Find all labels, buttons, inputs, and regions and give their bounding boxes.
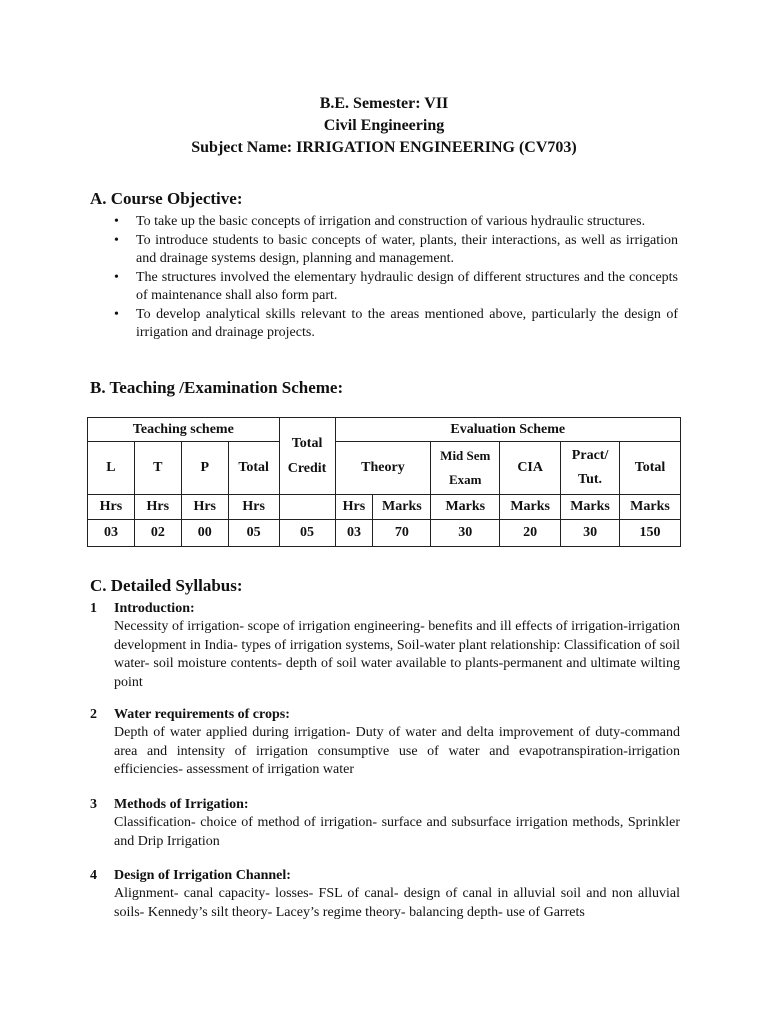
unit-cell: Marks bbox=[561, 495, 620, 520]
col-total: Total bbox=[228, 442, 279, 495]
syllabus-item-title: Introduction: bbox=[114, 601, 195, 616]
value-cell: 70 bbox=[373, 520, 431, 547]
objective-item: • To introduce students to basic concepts of water, plants, their interactions, as well as irrigation and drainage systems design, planning and management. bbox=[110, 232, 678, 269]
unit-cell: Hrs bbox=[228, 495, 279, 520]
syllabus-item bbox=[90, 706, 680, 780]
col-total-eval: Total bbox=[620, 442, 681, 495]
col-l: L bbox=[88, 442, 135, 495]
midsem-line2: Exam bbox=[449, 472, 482, 487]
unit-cell: Marks bbox=[431, 495, 500, 520]
value-cell: 20 bbox=[500, 520, 561, 547]
unit-cell: Marks bbox=[620, 495, 681, 520]
objective-list bbox=[110, 213, 678, 343]
syllabus-item-body: Classification- choice of method of irrigation- surface and subsurface irrigation methods, Sprinkler and Drip Irrigation bbox=[114, 815, 680, 849]
semester-line: B.E. Semester: VII bbox=[319, 95, 449, 112]
syllabus-item-number: 1 bbox=[90, 601, 97, 616]
syllabus-item-body: Alignment- canal capacity- losses- FSL of canal- design of canal in alluvial soil and non alluvial soils- Kennedy’s silt theory- Lacey’s regime theory- balancing depth- use of Garrets bbox=[114, 886, 680, 920]
col-theory: Theory bbox=[335, 442, 431, 495]
syllabus-item-title: Water requirements of crops: bbox=[114, 707, 290, 722]
syllabus-item bbox=[90, 796, 680, 851]
section-b-title: B. Teaching /Examination Scheme: bbox=[90, 378, 344, 397]
objective-item: • To take up the basic concepts of irrigation and construction of various hydraulic structures. bbox=[110, 213, 678, 232]
syllabus-item-body: Necessity of irrigation- scope of irrigation engineering- benefits and ill effects of irrigation-irrigation development in India- types of irrigation systems, Soil-water plant relationship: Classification of soil water- soil moisture contents- depth of soil water available to plants-permanent and ultimate wilting point bbox=[114, 619, 680, 690]
evaluation-scheme-header: Evaluation Scheme bbox=[335, 418, 681, 442]
subject-line: Subject Name: IRRIGATION ENGINEERING (CV703) bbox=[191, 139, 577, 156]
unit-cell: Hrs bbox=[134, 495, 181, 520]
syllabus-item-number: 2 bbox=[90, 707, 97, 722]
col-p: P bbox=[181, 442, 228, 495]
syllabus-item bbox=[90, 600, 680, 692]
total-credit-header bbox=[279, 418, 335, 495]
col-pract bbox=[561, 442, 620, 495]
total-credit-line1: Total bbox=[291, 436, 323, 451]
section-c-title: C. Detailed Syllabus: bbox=[90, 576, 243, 595]
section-a-title: A. Course Objective: bbox=[90, 189, 243, 208]
midsem-line1: Mid Sem bbox=[440, 448, 491, 463]
col-midsem bbox=[431, 442, 500, 495]
value-cell: 05 bbox=[228, 520, 279, 547]
department-line: Civil Engineering bbox=[323, 117, 445, 134]
syllabus-item-title: Methods of Irrigation: bbox=[114, 797, 249, 812]
value-cell: 03 bbox=[88, 520, 135, 547]
pract-line1: Pract/ bbox=[571, 448, 609, 463]
unit-cell-empty bbox=[279, 495, 335, 520]
col-t: T bbox=[134, 442, 181, 495]
syllabus-item-body: Depth of water applied during irrigation- Duty of water and delta improvement of duty-command area and intensity of irrigation consumptive use of water and evapotranspiration-irrigation efficiencies- assessment of irrigation water bbox=[114, 725, 680, 778]
value-cell: 00 bbox=[181, 520, 228, 547]
syllabus-item-number: 3 bbox=[90, 797, 97, 812]
unit-cell: Marks bbox=[500, 495, 561, 520]
col-cia: CIA bbox=[500, 442, 561, 495]
value-cell: 02 bbox=[134, 520, 181, 547]
syllabus-item bbox=[90, 867, 680, 922]
objective-item: • To develop analytical skills relevant to the areas mentioned above, particularly the design of irrigation and drainage projects. bbox=[110, 306, 678, 343]
syllabus-item-title: Design of Irrigation Channel: bbox=[114, 868, 291, 883]
scheme-table bbox=[87, 417, 681, 547]
unit-cell: Hrs bbox=[335, 495, 373, 520]
objective-item: • The structures involved the elementary hydraulic design of different structures and the concepts of maintenance shall also form part. bbox=[110, 269, 678, 306]
value-cell: 03 bbox=[335, 520, 373, 547]
document-header bbox=[0, 93, 768, 159]
value-cell: 150 bbox=[620, 520, 681, 547]
pract-line2: Tut. bbox=[578, 472, 603, 487]
value-cell: 30 bbox=[561, 520, 620, 547]
total-credit-line2: Credit bbox=[287, 461, 327, 476]
value-cell: 30 bbox=[431, 520, 500, 547]
value-cell: 05 bbox=[279, 520, 335, 547]
teaching-scheme-header: Teaching scheme bbox=[88, 418, 280, 442]
unit-cell: Marks bbox=[373, 495, 431, 520]
syllabus-item-number: 4 bbox=[90, 868, 97, 883]
unit-cell: Hrs bbox=[88, 495, 135, 520]
unit-cell: Hrs bbox=[181, 495, 228, 520]
